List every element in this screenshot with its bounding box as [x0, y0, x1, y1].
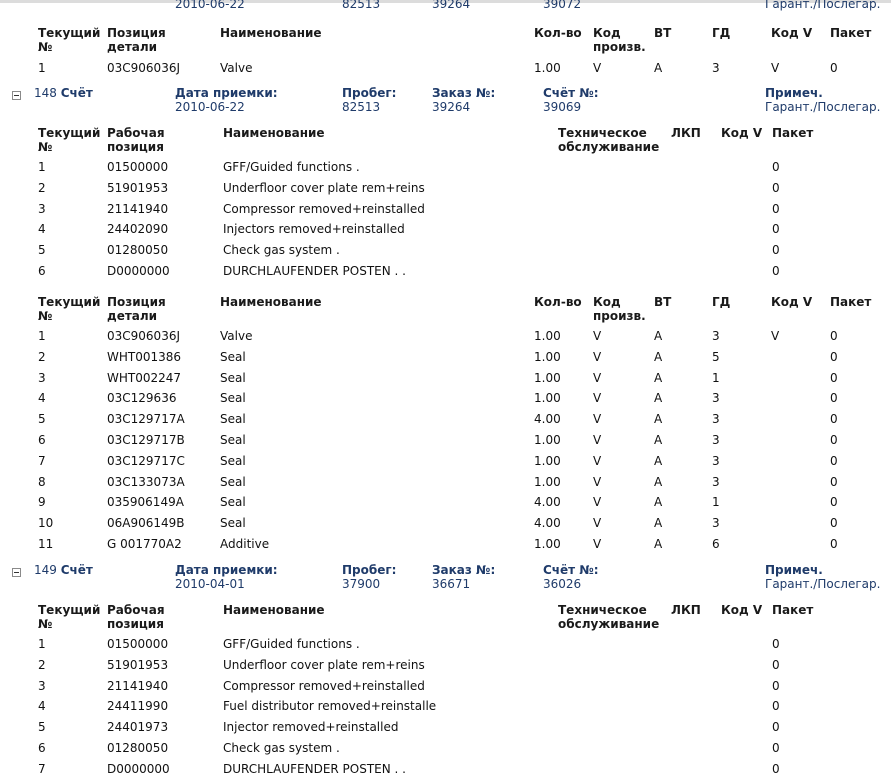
- col-qty: Кол-во: [534, 295, 582, 309]
- invoice-number: 149: [34, 563, 57, 577]
- cell-pos: 01500000: [107, 637, 169, 651]
- cell-gd: 1: [712, 370, 720, 385]
- cell-pkg: 0: [772, 720, 780, 735]
- cell-pos: 24411990: [107, 699, 169, 714]
- cell-n: 4: [38, 222, 46, 237]
- cell-name: Seal: [220, 516, 246, 531]
- cell-pkg: 0: [830, 474, 838, 489]
- cell-name: GFF/Guided functions .: [223, 160, 360, 174]
- cell-qty: 1.00: [534, 370, 561, 385]
- cell-gd: 5: [712, 349, 720, 364]
- cell-pos: 03C906036J: [107, 61, 180, 75]
- cell-gd: 6: [712, 537, 720, 551]
- cell-gd: 3: [712, 61, 720, 75]
- cell-gd: 3: [712, 433, 720, 447]
- cell-pos: 51901953: [107, 180, 169, 195]
- cell-name: Fuel distributor removed+reinstalle: [223, 699, 437, 714]
- cell-n: 10: [38, 516, 54, 531]
- cell-qty: 1.00: [534, 391, 561, 406]
- cell-qty: 1.00: [534, 433, 561, 447]
- cell-code: V: [593, 61, 602, 75]
- cell-pos: 24402090: [107, 222, 169, 237]
- cell-gd: 3: [712, 329, 720, 343]
- cell-cv: V: [771, 329, 780, 343]
- cell-pos: 24401973: [107, 720, 169, 735]
- cell-n: 6: [38, 741, 46, 755]
- cell-pos: 03C129717B: [107, 433, 185, 447]
- cell-name: Injectors removed+reinstalled: [223, 222, 405, 237]
- cell-code: V: [593, 412, 602, 427]
- cell-name: DURCHLAUFENDER POSTEN . .: [223, 761, 406, 776]
- cell-pkg: 0: [772, 180, 780, 195]
- cell-name: Check gas system .: [223, 741, 340, 755]
- cell-gd: 3: [712, 453, 720, 468]
- cell-n: 3: [38, 201, 46, 216]
- col-work-position: Рабочая позиция: [107, 603, 165, 631]
- cell-vt: A: [654, 391, 663, 406]
- cell-vt: A: [654, 537, 663, 551]
- col-lkp: ЛКП: [671, 603, 701, 617]
- cell-name: Compressor removed+reinstalled: [223, 678, 425, 693]
- col-name: Наименование: [220, 26, 322, 40]
- cell-pos: 035906149A: [107, 495, 184, 510]
- label-order-no: Заказ №:: [432, 563, 496, 577]
- cell-vt: A: [654, 349, 663, 364]
- cell-pos: G 001770A2: [107, 537, 182, 551]
- col-name: Наименование: [223, 603, 325, 617]
- cell-pkg: 0: [830, 391, 838, 406]
- cell-n: 2: [38, 657, 46, 672]
- cell-vt: A: [654, 495, 663, 510]
- cell-pkg: 0: [830, 412, 838, 427]
- cell-gd: 3: [712, 412, 720, 427]
- col-vt: ВТ: [654, 26, 672, 40]
- cell-vt: A: [654, 474, 663, 489]
- cell-pkg: 0: [830, 495, 838, 510]
- cell-pkg: 0: [772, 699, 780, 714]
- col-current-no: Текущий №: [38, 26, 101, 54]
- cell-code: V: [593, 433, 602, 447]
- col-prod-code: Код произв.: [593, 26, 646, 54]
- col-tech-service: Техническое обслуживание: [558, 603, 660, 631]
- cell-n: 2: [38, 349, 46, 364]
- label-invoice-no: Счёт №:: [543, 86, 599, 100]
- col-current-no: Текущий №: [38, 603, 101, 631]
- cell-gd: 1: [712, 495, 720, 510]
- order-no: 39264: [432, 100, 471, 114]
- cell-n: 3: [38, 678, 46, 693]
- label-receipt-date: Дата приемки:: [175, 86, 278, 100]
- cell-name: Seal: [220, 412, 246, 427]
- cell-pos: D0000000: [107, 761, 170, 776]
- label-note: Примеч.: [765, 563, 823, 577]
- cell-pkg: 0: [830, 537, 838, 551]
- invoice-number: 148: [34, 86, 57, 100]
- prev-date: 2010-06-22: [175, 0, 245, 11]
- cell-vt: A: [654, 453, 663, 468]
- label-receipt-date: Дата приемки:: [175, 563, 278, 577]
- cell-n: 1: [38, 61, 46, 75]
- cell-gd: 3: [712, 474, 720, 489]
- cell-qty: 1.00: [534, 537, 561, 551]
- cell-code: V: [593, 516, 602, 531]
- cell-n: 6: [38, 264, 46, 278]
- col-gd: ГД: [712, 26, 731, 40]
- cell-n: 1: [38, 329, 46, 343]
- cell-cv: V: [771, 61, 780, 75]
- cell-code: V: [593, 453, 602, 468]
- cell-n: 6: [38, 433, 46, 447]
- cell-qty: 4.00: [534, 516, 561, 531]
- col-current-no: Текущий №: [38, 295, 101, 323]
- col-code-v: Код V: [771, 26, 813, 40]
- col-prod-code: Код произв.: [593, 295, 646, 323]
- cell-name: Underfloor cover plate rem+reins: [223, 180, 425, 195]
- cell-n: 1: [38, 160, 46, 174]
- invoice-no: 39069: [543, 100, 582, 114]
- cell-name: Injector removed+reinstalled: [223, 720, 399, 735]
- cell-pkg: 0: [830, 329, 838, 343]
- cell-pkg: 0: [772, 678, 780, 693]
- invoice-word: Счёт: [60, 86, 93, 100]
- order-no: 36671: [432, 577, 471, 591]
- cell-pkg: 0: [772, 761, 780, 776]
- col-gd: ГД: [712, 295, 731, 309]
- label-mileage: Пробег:: [342, 563, 397, 577]
- invoice-148-link[interactable]: [34, 86, 93, 100]
- cell-name: Underfloor cover plate rem+reins: [223, 657, 425, 672]
- cell-name: Valve: [220, 329, 253, 343]
- invoice-word: Счёт: [60, 563, 93, 577]
- receipt-date: 2010-04-01: [175, 577, 245, 591]
- cell-qty: 1.00: [534, 349, 561, 364]
- cell-n: 5: [38, 243, 46, 258]
- cell-name: Seal: [220, 474, 246, 489]
- cell-name: GFF/Guided functions .: [223, 637, 360, 651]
- invoice-149-link[interactable]: [34, 563, 93, 577]
- cell-vt: A: [654, 370, 663, 385]
- cell-name: DURCHLAUFENDER POSTEN . .: [223, 264, 406, 278]
- cell-name: Seal: [220, 370, 246, 385]
- label-invoice-no: Счёт №:: [543, 563, 599, 577]
- cell-gd: 3: [712, 516, 720, 531]
- cell-pos: 01280050: [107, 741, 169, 755]
- prev-invoice: 39072: [543, 0, 582, 11]
- cell-pkg: 0: [772, 201, 780, 216]
- cell-qty: 1.00: [534, 329, 561, 343]
- col-code-v: Код V: [721, 126, 763, 140]
- label-order-no: Заказ №:: [432, 86, 496, 100]
- cell-code: V: [593, 495, 602, 510]
- col-package: Пакет: [830, 26, 872, 40]
- cell-n: 7: [38, 453, 46, 468]
- cell-pos: 03C133073A: [107, 474, 185, 489]
- cell-n: 3: [38, 370, 46, 385]
- cell-name: Check gas system .: [223, 243, 340, 258]
- cell-pkg: 0: [830, 433, 838, 447]
- cell-vt: A: [654, 412, 663, 427]
- col-package: Пакет: [772, 126, 814, 140]
- cell-name: Compressor removed+reinstalled: [223, 201, 425, 216]
- cell-code: V: [593, 391, 602, 406]
- col-qty: Кол-во: [534, 26, 582, 40]
- col-part-position: Позиция детали: [107, 26, 166, 54]
- cell-pos: 06A906149B: [107, 516, 185, 531]
- cell-pkg: 0: [772, 222, 780, 237]
- col-lkp: ЛКП: [671, 126, 701, 140]
- invoice-no: 36026: [543, 577, 582, 591]
- col-vt: ВТ: [654, 295, 672, 309]
- cell-pkg: 0: [830, 349, 838, 364]
- cell-pos: 03C129717C: [107, 453, 185, 468]
- cell-vt: A: [654, 61, 663, 75]
- cell-vt: A: [654, 329, 663, 343]
- cell-pkg: 0: [772, 160, 780, 174]
- prev-order: 39264: [432, 0, 471, 11]
- cell-qty: 1.00: [534, 474, 561, 489]
- cell-n: 5: [38, 720, 46, 735]
- cell-code: V: [593, 349, 602, 364]
- cell-name: Seal: [220, 433, 246, 447]
- cell-n: 2: [38, 180, 46, 195]
- label-mileage: Пробег:: [342, 86, 397, 100]
- cell-pos: WHT002247: [107, 370, 182, 385]
- mileage: 37900: [342, 577, 381, 591]
- cell-gd: 3: [712, 391, 720, 406]
- cell-pos: 01280050: [107, 243, 169, 258]
- cell-qty: 4.00: [534, 412, 561, 427]
- col-work-position: Рабочая позиция: [107, 126, 165, 154]
- previous-invoice-header-cut: [0, 0, 891, 13]
- cell-pos: 03C906036J: [107, 329, 180, 343]
- cell-pos: 03C129717A: [107, 412, 185, 427]
- col-name: Наименование: [223, 126, 325, 140]
- cell-code: V: [593, 537, 602, 551]
- col-current-no: Текущий №: [38, 126, 101, 154]
- cell-pkg: 0: [772, 741, 780, 755]
- cell-name: Seal: [220, 391, 246, 406]
- cell-qty: 1.00: [534, 61, 561, 75]
- cell-pkg: 0: [830, 453, 838, 468]
- col-tech-service: Техническое обслуживание: [558, 126, 660, 154]
- cell-pos: 21141940: [107, 678, 169, 693]
- cell-pkg: 0: [830, 61, 838, 75]
- cell-name: Seal: [220, 453, 246, 468]
- cell-n: 5: [38, 412, 46, 427]
- note: Гарант./Послегар.: [765, 577, 881, 591]
- cell-name: Seal: [220, 349, 246, 364]
- cell-code: V: [593, 370, 602, 385]
- mileage: 82513: [342, 100, 381, 114]
- collapse-icon[interactable]: [12, 568, 21, 577]
- col-code-v: Код V: [721, 603, 763, 617]
- cell-pkg: 0: [772, 657, 780, 672]
- col-package: Пакет: [772, 603, 814, 617]
- cell-pkg: 0: [772, 243, 780, 258]
- cell-n: 11: [38, 537, 54, 551]
- col-package: Пакет: [830, 295, 872, 309]
- cell-n: 4: [38, 699, 46, 714]
- cell-pos: 03C129636: [107, 391, 177, 406]
- cell-pkg: 0: [772, 637, 780, 651]
- cell-pos: 21141940: [107, 201, 169, 216]
- cell-n: 1: [38, 637, 46, 651]
- cell-n: 7: [38, 761, 46, 776]
- note: Гарант./Послегар.: [765, 100, 881, 114]
- cell-vt: A: [654, 433, 663, 447]
- cell-code: V: [593, 329, 602, 343]
- cell-name: Additive: [220, 537, 270, 551]
- prev-mileage: 82513: [342, 0, 381, 11]
- cell-n: 4: [38, 391, 46, 406]
- label-note: Примеч.: [765, 86, 823, 100]
- cell-pos: WHT001386: [107, 349, 182, 364]
- cell-name: Valve: [220, 61, 253, 75]
- cell-pkg: 0: [830, 370, 838, 385]
- cell-name: Seal: [220, 495, 246, 510]
- cell-qty: 1.00: [534, 453, 561, 468]
- prev-note: Гарант./Послегар.: [765, 0, 881, 11]
- cell-pos: 01500000: [107, 160, 169, 174]
- cell-pkg: 0: [830, 516, 838, 531]
- cell-n: 9: [38, 495, 46, 510]
- col-code-v: Код V: [771, 295, 813, 309]
- cell-vt: A: [654, 516, 663, 531]
- cell-pkg: 0: [772, 264, 780, 278]
- col-name: Наименование: [220, 295, 322, 309]
- col-part-position: Позиция детали: [107, 295, 166, 323]
- collapse-icon[interactable]: [12, 91, 21, 100]
- cell-code: V: [593, 474, 602, 489]
- cell-pos: D0000000: [107, 264, 170, 278]
- cell-qty: 4.00: [534, 495, 561, 510]
- cell-n: 8: [38, 474, 46, 489]
- receipt-date: 2010-06-22: [175, 100, 245, 114]
- cell-pos: 51901953: [107, 657, 169, 672]
